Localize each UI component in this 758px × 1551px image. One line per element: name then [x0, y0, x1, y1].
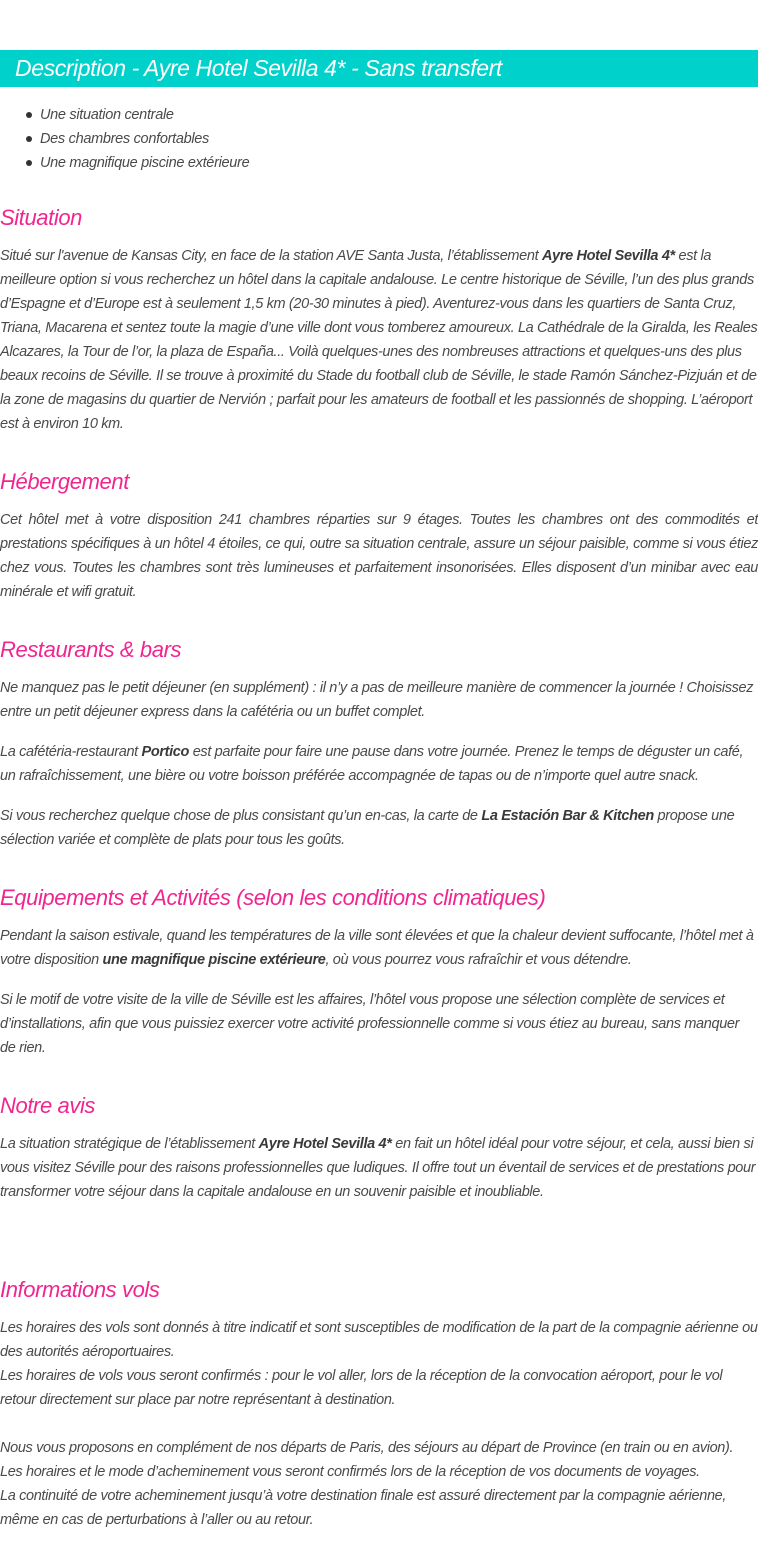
page-title: Description - Ayre Hotel Sevilla 4* - Sans transfert — [15, 55, 502, 81]
section-title-hebergement: Hébergement — [0, 469, 129, 494]
bar-name: La Estación Bar & Kitchen — [481, 808, 654, 824]
restaurant-name: Portico — [141, 744, 190, 760]
section-situation — [0, 204, 758, 436]
section-title-restaurants: Restaurants & bars — [0, 637, 182, 662]
equipements-paragraph-2: Si le motif de votre visite de la ville de Séville est les affaires, l’hôtel vous propose une sélection complète de services et d’installations, afin que vous puissiez exercer votre activité professionnelle comme si vous étiez au bureau, sans manquer de rien. — [0, 992, 740, 1056]
pool-highlight: une magnifique piscine extérieure — [102, 952, 326, 968]
section-hebergement — [0, 468, 758, 604]
restaurants-paragraph-1: Ne manquez pas le petit déjeuner (en supplément) : il n’y a pas de meilleure manière de commencer la journée ! Choisissez entre un petit déjeuner express dans la cafétéria ou un buffet complet. — [0, 680, 754, 720]
hotel-name: Ayre Hotel Sevilla 4* — [258, 1136, 392, 1152]
highlights-list — [0, 103, 249, 175]
section-restaurants — [0, 636, 758, 852]
situation-paragraph: Situé sur l'avenue de Kansas City, en face de la station AVE Santa Justa, l’établissement Ayre Hotel Sevilla 4* est la meilleure option si vous recherchez un hôtel dans la capitale andalouse. Le centre historique de Séville, l’un des plus grands d’Espagne et d’Europe est à seulement 1,5 km (20-30 minutes à pied). Aventurez-vous dans les quartiers de Santa Cruz, Triana, Macarena et sentez toute la magie d’une ville dont vous tomberez amoureux. La Cathédrale de la Giralda, les Reales Alcazares, la Tour de l’or, la plaza de España... Voilà quelques-unes des nombreuses attractions et quelques-uns des plus beaux recoins de Séville. Il se trouve à proximité du Stade du football club de Séville, le stade Ramón Sánchez-Pizjuán et de la zone de magasins du quartier de Nervión ; parfait pour les amateurs de football et les passionnés de shopping. L’aéroport est à environ 10 km. — [0, 248, 758, 432]
section-equipements — [0, 884, 758, 1060]
bullet-icon — [26, 160, 32, 166]
highlight-item: Des chambres confortables — [0, 127, 249, 151]
bullet-icon — [26, 136, 32, 142]
hotel-name: Ayre Hotel Sevilla 4* — [541, 248, 675, 264]
hebergement-paragraph: Cet hôtel met à votre disposition 241 chambres réparties sur 9 étages. Toutes les chambres ont des commodités et prestations spécifiques à un hôtel 4 étoiles, ce qui, outre sa situation centrale, assure un séjour paisible, comme si vous étiez chez vous. Toutes les chambres sont très lumineuses et parfaitement insonorisées. Elles disposent d’un minibar avec eau minérale et wifi gratuit. — [0, 512, 758, 600]
restaurants-paragraph-2: La cafétéria-restaurant Portico est parfaite pour faire une pause dans votre journée. Prenez le temps de déguster un café, un rafraîchissement, une bière ou votre boisson préférée accompagnée de tapas ou de n’importe quel autre snack. — [0, 744, 744, 784]
avis-paragraph: La situation stratégique de l’établissement Ayre Hotel Sevilla 4* en fait un hôtel idéal pour votre séjour, et cela, aussi bien si vous visitez Séville pour des raisons professionnelles que ludiques. Il offre tout un éventail de services et de prestations pour transformer votre séjour dans la capitale andalouse en un souvenir paisible et inoubliable. — [0, 1136, 756, 1200]
section-avis — [0, 1092, 758, 1204]
section-title-vols: Informations vols — [0, 1277, 160, 1302]
bullet-icon — [26, 112, 32, 118]
highlight-item: Une situation centrale — [0, 103, 249, 127]
section-title-equipements: Equipements et Activités (selon les conditions climatiques) — [0, 885, 546, 910]
restaurants-paragraph-3: Si vous recherchez quelque chose de plus consistant qu’un en-cas, la carte de La Estación Bar & Kitchen propose une sélection variée et complète de plats pour tous les goûts. — [0, 808, 735, 848]
equipements-paragraph-1: Pendant la saison estivale, quand les températures de la ville sont élevées et que la chaleur devient suffocante, l’hôtel met à votre disposition une magnifique piscine extérieure, où vous pourrez vous rafraîchir et vous détendre. — [0, 928, 754, 968]
vols-paragraph-1: Les horaires des vols sont donnés à titre indicatif et sont susceptibles de modification de la part de la compagnie aérienne ou des autorités aéroportuaires. Les horaires de vols vous seront confirmés : pour le vol aller, lors de la réception de la convocation aéroport, pour le vol retour directement sur place par notre représentant à destination. — [0, 1320, 758, 1408]
section-vols — [0, 1276, 758, 1532]
section-title-avis: Notre avis — [0, 1093, 96, 1118]
description-title-bar — [0, 50, 758, 87]
vols-paragraph-2: Nous vous proposons en complément de nos départs de Paris, des séjours au départ de Province (en train ou en avion). Les horaires et le mode d’acheminement vous seront confirmés lors de la réception de vos documents de voyages. La continuité de votre acheminement jusqu’à votre destination finale est assuré directement par la compagnie aérienne, même en cas de perturbations à l’aller ou au retour. — [0, 1440, 734, 1528]
highlight-item: Une magnifique piscine extérieure — [0, 151, 249, 175]
section-title-situation: Situation — [0, 205, 83, 230]
